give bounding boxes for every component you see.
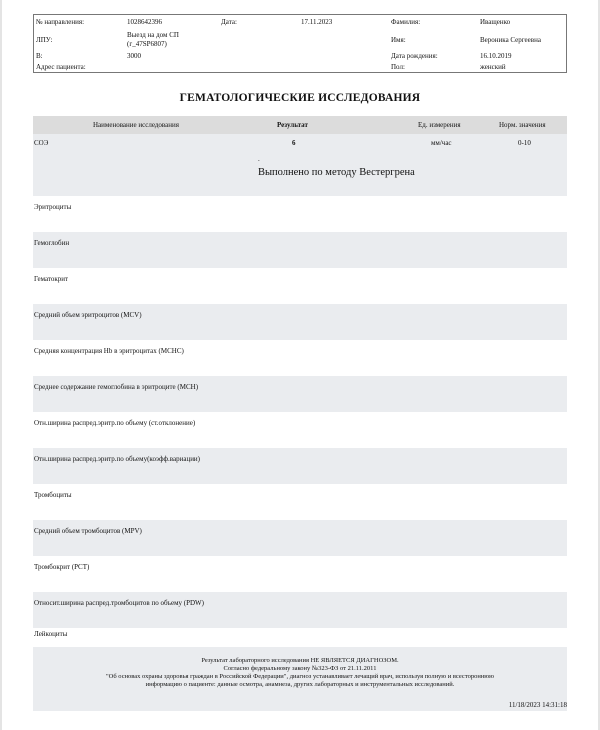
sex-label: Пол: (391, 63, 405, 71)
patient-header (33, 14, 567, 73)
disclaimer-line: Результат лабораторного исследования НЕ ЯВЛЯЕТСЯ ДИАГНОЗОМ. (201, 657, 399, 664)
page-title: ГЕМАТОЛОГИЧЕСКИЕ ИССЛЕДОВАНИЯ (179, 92, 421, 104)
test-name: Эритроциты (34, 203, 72, 211)
page-left-edge (0, 0, 2, 730)
table-row (33, 448, 567, 484)
dob-value: 16.10.2019 (480, 52, 512, 60)
print-timestamp: 11/18/2023 14:31:18 (508, 701, 567, 709)
col-unit-header: Ед. измерения (418, 121, 461, 129)
test-name: Средняя концентрация Hb в эритроцитах (MCHC) (34, 347, 184, 355)
test-name: Гематокрит (34, 275, 69, 283)
test-name: Отн.ширина распред.эритр.по объему (ст.отклонение) (34, 419, 196, 427)
test-name: Отн.ширина распред.эритр.по объему(коэфф.вариации) (34, 455, 201, 463)
disclaimer-line: информацию о пациенте: данные осмотра, анамнеза, других лабораторных и инструментальных исследований. (145, 681, 455, 688)
col-name-header: Наименование исследования (93, 121, 179, 129)
disclaimer-footer (33, 647, 567, 711)
lpu-value-1: Выезд на дом СП (127, 31, 179, 39)
table-row (33, 592, 567, 628)
table-row (33, 520, 567, 556)
table-row (33, 304, 567, 340)
soe-unit: мм/час (431, 139, 452, 147)
doctor-label: В: (36, 52, 43, 60)
soe-method-note: Выполнено по методу Вестергрена (258, 167, 415, 178)
table-row (33, 412, 567, 448)
table-row (33, 268, 567, 304)
table-row (33, 232, 567, 268)
table-row (33, 484, 567, 520)
table-row (33, 628, 567, 646)
soe-dot: . (258, 155, 260, 163)
test-name: Лейкоциты (34, 630, 68, 638)
test-name: Среднее содержание гемоглобина в эритроците (MCH) (34, 383, 199, 391)
test-name: Средний объем эритроцитов (MCV) (34, 311, 142, 319)
col-result-header: Результат (277, 121, 308, 129)
test-name: Относит.ширина распред.тромбоцитов по объему (PDW) (34, 599, 204, 607)
disclaimer-line: Согласно федеральному закону №323-ФЗ от 21.11.2011 (223, 665, 377, 672)
date-label: Дата: (221, 18, 237, 26)
table-row (33, 376, 567, 412)
referral-label: № направления: (36, 18, 85, 26)
col-norm-header: Норм. значения (499, 121, 546, 129)
test-name: Средний объем тромбоцитов (MPV) (34, 527, 142, 535)
dob-label: Дата рождения: (391, 52, 438, 60)
table-row (33, 556, 567, 592)
soe-result: 6 (292, 139, 296, 147)
table-row (33, 196, 567, 232)
doctor-value: 3000 (127, 52, 141, 60)
lastname-label: Фамилия: (391, 18, 421, 26)
test-name: Тромбоциты (34, 491, 72, 499)
soe-name: СОЭ (34, 139, 49, 147)
table-row-soe (33, 134, 567, 196)
disclaimer-line: "Об основах охраны здоровья граждан в Российской Федерации", диагноз устанавливает лечащий врач, используя полную и всестороннюю (106, 673, 494, 680)
test-name: Тромбокрит (PCT) (34, 563, 90, 571)
table-row (33, 340, 567, 376)
name-label: Имя: (391, 36, 406, 44)
sex-value: женский (480, 63, 506, 71)
lpu-label: ЛПУ: (36, 36, 53, 44)
lpu-value-2: (г_47SP6807) (127, 40, 167, 48)
address-label: Адрес пациента: (36, 63, 86, 71)
results-table-header (33, 116, 567, 134)
soe-norm: 0-10 (518, 139, 531, 147)
referral-value: 1028642396 (127, 18, 162, 26)
date-value: 17.11.2023 (301, 18, 333, 26)
lastname-value: Иващенко (480, 18, 511, 26)
test-name: Гемоглобин (34, 239, 70, 247)
name-value: Вероника Сергеевна (480, 36, 541, 44)
